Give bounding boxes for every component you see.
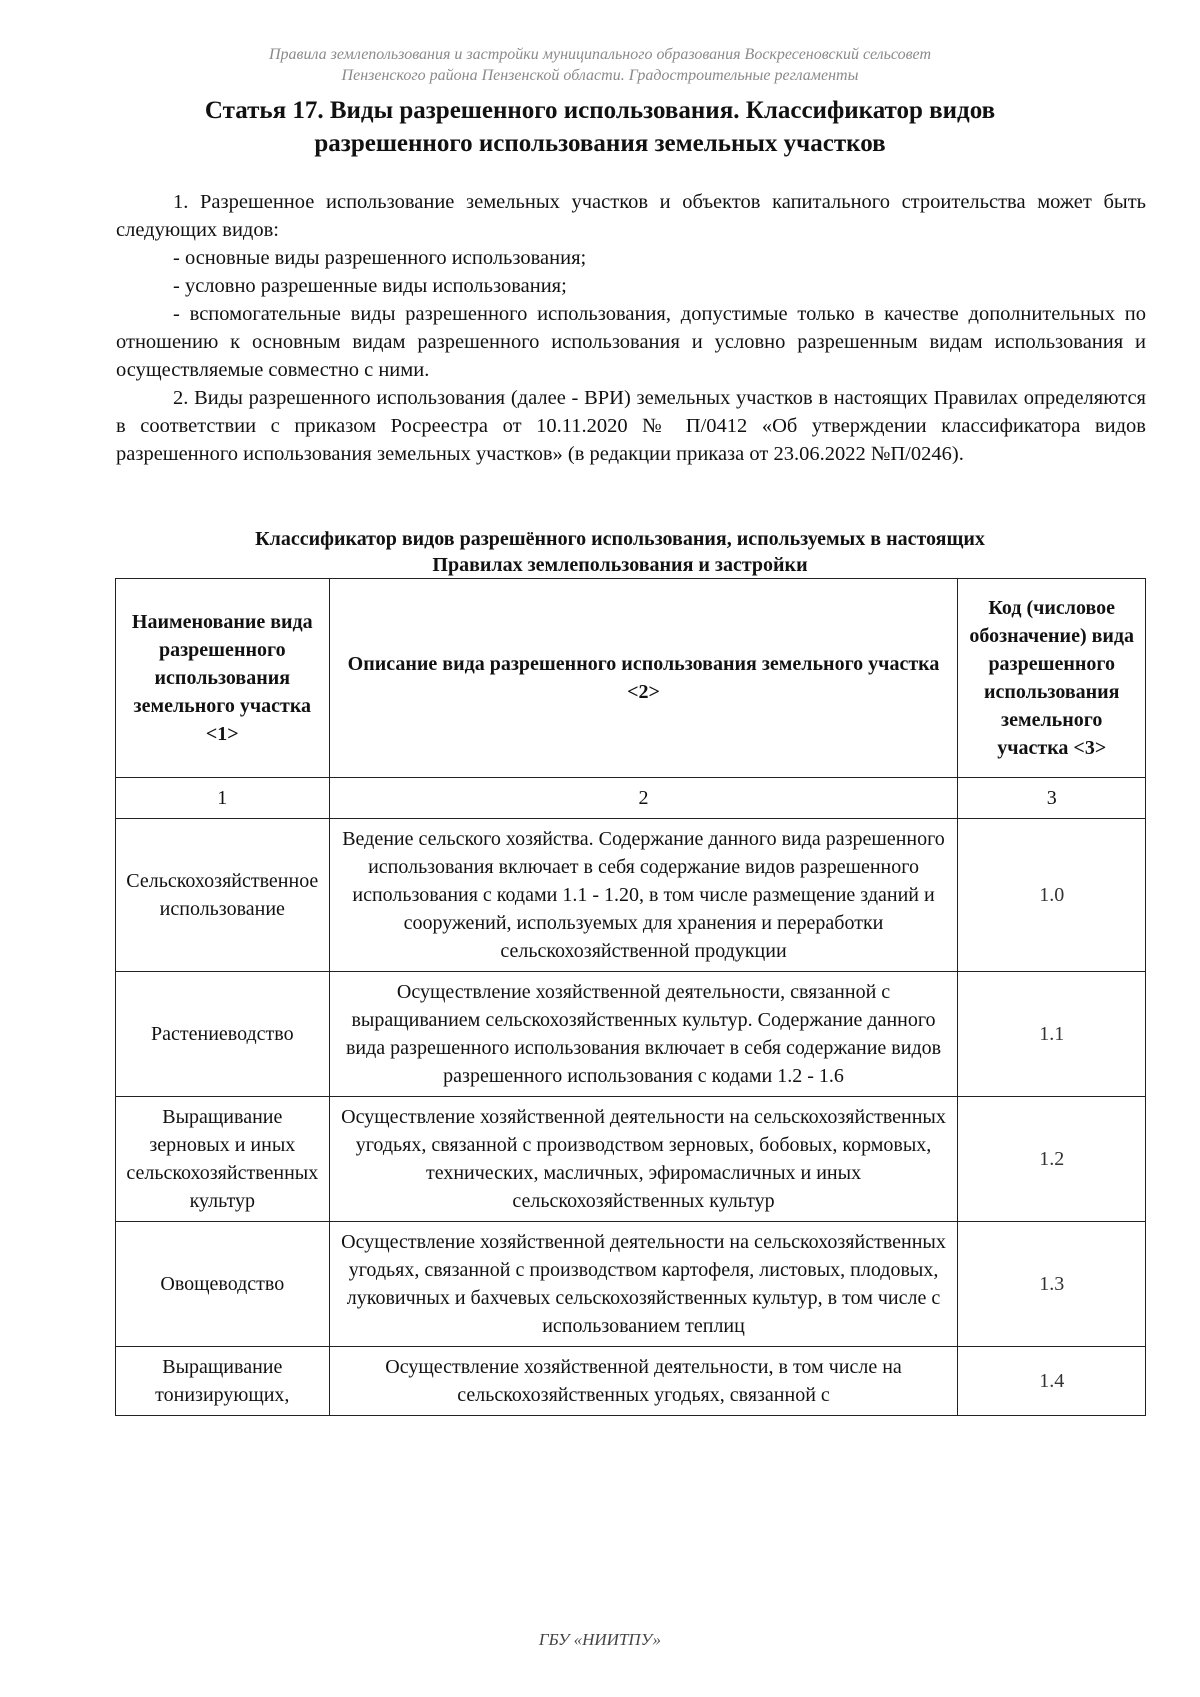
table-caption-line2: Правилах землепользования и застройки (432, 554, 808, 576)
column-number: 3 (958, 778, 1146, 819)
cell-description: Осуществление хозяйственной деятельности на сельскохозяйственных угодьях, связанной с производством зерновых, бобовых, кормовых, технических, масличных, эфиромасличных и иных сельскохозяйственных культур (329, 1097, 958, 1222)
table-header-row (116, 579, 1146, 778)
table-row (116, 819, 1146, 972)
cell-code: 1.2 (958, 1097, 1146, 1222)
table-row (116, 1097, 1146, 1222)
column-number-row (116, 778, 1146, 819)
cell-description: Осуществление хозяйственной деятельности, в том числе на сельскохозяйственных угодьях, связанной с (329, 1347, 958, 1416)
cell-name: Растениеводство (116, 972, 330, 1097)
table-caption (200, 526, 1040, 578)
cell-name: Выращивание тонизирующих, (116, 1347, 330, 1416)
list-item-conditional-types: - условно разрешенные виды использования; (173, 275, 567, 297)
running-header (0, 44, 1200, 86)
cell-name: Выращивание зерновых и иных сельскохозяйственных культур (116, 1097, 330, 1222)
cell-code: 1.4 (958, 1347, 1146, 1416)
cell-code: 1.3 (958, 1222, 1146, 1347)
table-row (116, 972, 1146, 1097)
header-description: Описание вида разрешенного использования земельного участка <2> (329, 579, 958, 778)
article-title-line2: разрешенного использования земельных участков (314, 130, 886, 157)
cell-description: Осуществление хозяйственной деятельности, связанной с выращиванием сельскохозяйственных культур. Содержание данного вида разрешенного использования включает в себя содержание видов разрешенного использования с кодами 1.2 - 1.6 (329, 972, 958, 1097)
column-number: 1 (116, 778, 330, 819)
cell-description: Осуществление хозяйственной деятельности на сельскохозяйственных угодьях, связанной с производством картофеля, листовых, плодовых, луковичных и бахчевых сельскохозяйственных культур, в том числе с использованием теплиц (329, 1222, 958, 1347)
article-body (116, 188, 1146, 468)
cell-description: Ведение сельского хозяйства. Содержание данного вида разрешенного использования включает в себя содержание видов разрешенного использования с кодами 1.1 - 1.20, в том числе размещение зданий и сооружений, используемых для хранения и переработки сельскохозяйственной продукции (329, 819, 958, 972)
paragraph-1: 1. Разрешенное использование земельных участков и объектов капитального строительства может быть следующих видов: (116, 191, 1146, 241)
table-row (116, 1222, 1146, 1347)
header-name: Наименование вида разрешенного использования земельного участка <1> (116, 579, 330, 778)
list-item-main-types: - основные виды разрешенного использования; (173, 247, 587, 269)
classifier-table (115, 578, 1146, 1416)
list-item-auxiliary-types: - вспомогательные виды разрешенного использования, допустимые только в качестве дополнительных по отношению к основным видам разрешенного использования и условно разрешенным видам использования и осуществляемые совместно с ними. (116, 303, 1146, 381)
table-row (116, 1347, 1146, 1416)
column-number: 2 (329, 778, 958, 819)
running-header-line2: Пензенского района Пензенской области. Градостроительные регламенты (341, 67, 859, 84)
cell-code: 1.1 (958, 972, 1146, 1097)
article-title (150, 94, 1050, 160)
cell-code: 1.0 (958, 819, 1146, 972)
running-header-line1: Правила землепользования и застройки муниципального образования Воскресеновский сельсовет (269, 46, 931, 63)
cell-name: Сельскохозяйственное использование (116, 819, 330, 972)
header-code: Код (числовое обозначение) вида разрешенного использования земельного участка <3> (958, 579, 1146, 778)
article-title-line1: Статья 17. Виды разрешенного использования. Классификатор видов (204, 97, 996, 124)
paragraph-2: 2. Виды разрешенного использования (далее - ВРИ) земельных участков в настоящих Правилах определяются в соответствии с приказом Росреестра от 10.11.2020 № П/0412 «Об утверждении классификатора видов разрешенного использования земельных участков» (в редакции приказа от 23.06.2022 №П/0246). (116, 387, 1146, 465)
table-caption-line1: Классификатор видов разрешённого использования, используемых в настоящих (255, 528, 985, 550)
cell-name: Овощеводство (116, 1222, 330, 1347)
running-footer: ГБУ «НИИТПУ» (538, 1630, 662, 1649)
